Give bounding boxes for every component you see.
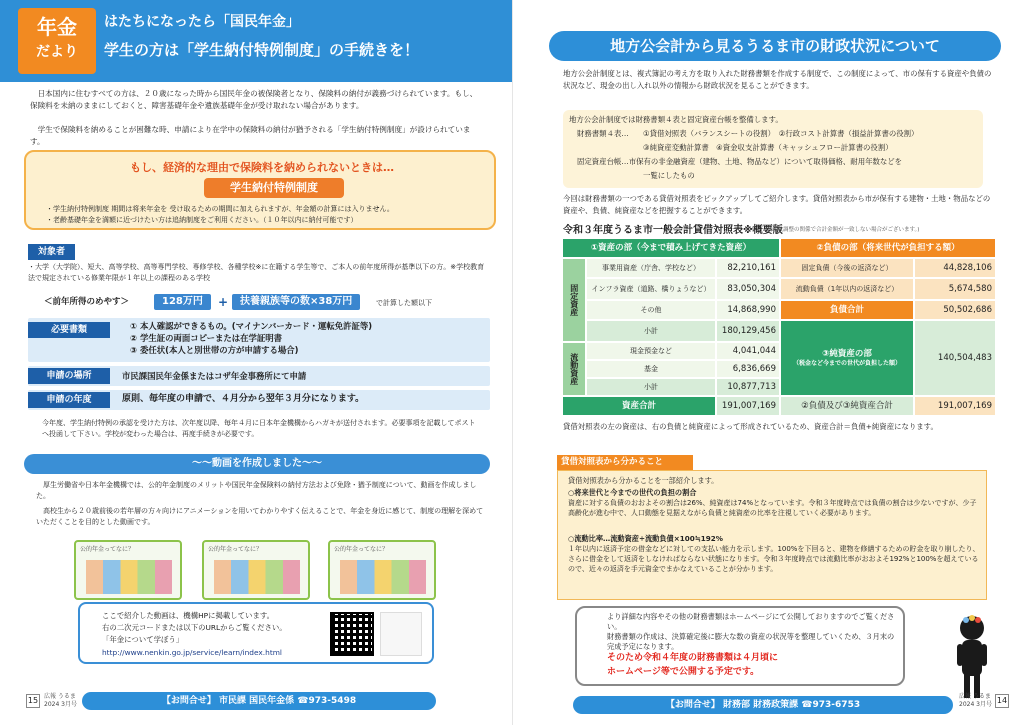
mascot-icon <box>380 612 422 656</box>
liability-row-value: 5,674,580 <box>915 279 995 299</box>
page-number: 15 <box>26 694 40 708</box>
cap-line-3: 固定資産台帳…市保有の非金融資産（建物、土地、物品など）について取得価格、耐用年数などを <box>577 157 903 166</box>
video-text-2: 高校生から２０歳前後の若年層の方々向けにアニメーションを用いてわかりやすく伝えることで、年金を身近に感じて、制度の理解を深めていただくことを目的とした動画です。 <box>36 507 484 526</box>
net-assets-value: 140,504,483 <box>915 321 995 395</box>
section-1-text: 資産に対する負債のおおよその割合は26%、純資産は74%となっています。令和３年度時点では負債の割合は少ないですが、少子高齢化が進む中で、人口動態を見据えながら負債と純資産の比率を注視していく必要があります。 <box>568 499 977 517</box>
section-lead: 貸借対照表から分かることを一部紹介します。 <box>568 476 719 485</box>
asset-row-value: 82,210,161 <box>717 259 779 277</box>
asset-subtotal-name: 小計 <box>587 321 715 341</box>
thumb-title: 公的年金ってなに？ <box>334 546 389 553</box>
liab-net-label: ②負債及び③純資産合計 <box>781 397 913 415</box>
info-line-1: より詳細な内容やその他の財務書類はホームページにて公開しておりますのでご覧ください。 <box>607 612 895 631</box>
net-assets-sub: （税金など今までの世代が負担した額） <box>792 359 901 367</box>
liability-total-label: 負債合計 <box>781 301 913 319</box>
headline-2: 学生の方は「学生納付特例制度」の手続きを！ <box>104 41 420 59</box>
info-line-2: 財務書類の作成は、決算確定後に膨大な数の資産の状況等を整理していくため、３月末の完成予定になります。 <box>607 632 895 651</box>
docs-label: 必要書類 <box>28 322 110 338</box>
income-amount: 128万円 <box>154 294 211 310</box>
callout-note-1: ・学生納付特例制度 期間は将来年金を 受け取るための期間に加えられますが、年金額の計算には入りません。 <box>46 205 394 213</box>
asset-row-value: 14,868,990 <box>717 301 779 319</box>
intro-paragraph-2: 学生で保険料を納めることが困難な時、申請により在学中の保険料の納付が猶予される「学生納付特例制度」が設けられています。 <box>30 125 471 146</box>
docs-item-1: ① 本人確認ができるもの。(マイナンバーカード・運転免許証等) <box>130 321 373 331</box>
liab-net-value: 191,007,169 <box>915 397 995 415</box>
year-label: 申請の年度 <box>28 392 110 408</box>
info-line-4: ホームページ等で公開する予定です。 <box>607 667 760 677</box>
video-thumb-1[interactable] <box>74 540 182 600</box>
thumb-illustration <box>214 560 300 594</box>
video-thumbnails <box>74 540 450 602</box>
asset-row-name: インフラ資産（道路、橋りょうなど） <box>587 279 715 299</box>
docs-item-2: ② 学生証の両面コピーまたは在学証明書 <box>130 333 283 343</box>
asset-total-value: 191,007,169 <box>717 397 779 415</box>
income-label: ＜前年所得のめやす＞ <box>44 297 130 307</box>
asset-row-name: 現金預金など <box>587 343 715 359</box>
section-2-title: ○流動比率…流動資産÷流動負債×100≒192% <box>568 534 723 543</box>
url-link[interactable]: http://www.nenkin.go.jp/service/learn/index.html <box>102 648 282 657</box>
liability-row-name: 固定負債（今後の返済など） <box>781 259 913 277</box>
fixed-asset-label: 固定資産 <box>563 259 585 341</box>
video-bar: ～～動画を作成しました～～ <box>24 454 490 474</box>
headline-1: はたちになったら「国民年金」 <box>104 14 300 30</box>
after-table-text: 貸借対照表の左の資産は、右の負債と純資産によって形成されているため、資産合計＝負債+純資産になります。 <box>563 422 938 431</box>
callout-note-2: ・老齢基礎年金を満額に近づけたい方は追納制度をご利用ください。（１０年以内に納付可能です） <box>46 216 358 224</box>
callout-pill: 学生納付特例制度 <box>204 178 344 198</box>
asset-row-value: 4,041,044 <box>717 343 779 359</box>
info-line-3: そのため令和４年度の財務書類は４月頃に <box>607 653 779 663</box>
asset-header: ①資産の部（今まで積み上げてきた資産） <box>563 239 779 257</box>
asset-total-label: 資産合計 <box>563 397 715 415</box>
section-tag: 貸借対照表から分かること <box>557 455 693 470</box>
section-1-title: ○将来世代と今までの世代の負担の割合 <box>568 488 697 497</box>
asset-row-name: その他 <box>587 301 715 319</box>
url-line-3: 「年金について学ぼう」 <box>102 635 184 644</box>
docs-item-3: ③ 委任状(本人と別世帯の方が申請する場合) <box>130 345 299 355</box>
asset-row-name: 事業用資産（庁舎、学校など） <box>587 259 715 277</box>
publication-name: 広報 うるま <box>959 693 991 700</box>
right-title: 地方公会計から見るうるま市の財政状況について <box>549 31 1001 61</box>
url-line-2: 右の二次元コードまたは以下のURLからご覧ください。 <box>102 623 287 632</box>
cap-line-4: 一覧にしたもの <box>643 171 695 180</box>
cap-line-2: ③純資産変動計算書 ④資金収支計算書（キャッシュフロー計算書の役割） <box>643 143 893 152</box>
liability-total-value: 50,502,686 <box>915 301 995 319</box>
badge-line2: だより <box>36 44 78 60</box>
publication-date: 2024 3月号 <box>44 701 77 708</box>
publication-name: 広報 うるま <box>44 693 76 700</box>
place-label: 申請の場所 <box>28 368 110 384</box>
balance-sheet-table <box>563 239 995 417</box>
plus-sign: + <box>218 295 229 309</box>
asset-row-name: 基金 <box>587 361 715 377</box>
nenkin-badge <box>18 8 96 74</box>
video-text-1: 厚生労働省や日本年金機構では、公的年金制度のメリットや国民年金保険料の納付方法および免除・猶予制度について、動画を作成しました。 <box>36 481 477 500</box>
mascot-icon <box>949 612 995 702</box>
orange-callout <box>24 150 496 230</box>
info-box <box>575 606 905 686</box>
video-thumb-2[interactable] <box>202 540 310 600</box>
qr-code-icon[interactable] <box>330 612 374 656</box>
publication-date: 2024 3月号 <box>959 701 992 708</box>
liability-row-value: 44,828,106 <box>915 259 995 277</box>
right-footer-contact: 【お問合せ】 財務部 財務政策課 ☎973-6753 <box>573 696 953 714</box>
asset-subtotal-name: 小計 <box>587 379 715 395</box>
url-line-1: ここで紹介した動画は、機構HPに掲載しています。 <box>102 611 275 620</box>
net-assets-title: ③純資産の部 <box>822 348 872 359</box>
cap-line-1b: ①貸借対照表（バランスシートの役割） ②行政コスト計算書（損益計算書の役割） <box>643 129 919 138</box>
pickup-text: 今回は財務書類の一つである貸借対照表をピックアップしてご紹介します。貸借対照表から市が保有する建物・土地・物品などの資産や、負債、純資産などを把握することができます。 <box>563 194 991 215</box>
section-box <box>557 470 987 600</box>
video-thumb-3[interactable] <box>328 540 436 600</box>
right-intro: 地方公会計制度とは、複式簿記の考え方を取り入れた財務書類を作成する制度で、この制度によって、市の保有する資産や負債の状況など、現金の出し入れ以外の情報から財政状況を見ることができます。 <box>563 69 992 90</box>
callout-title: もし、経済的な理由で保険料を納められないときは… <box>130 161 394 174</box>
place-text: 市民課国民年金係またはコザ年金事務所にて申請 <box>122 371 307 381</box>
table-note: 単位:千円(端数調整の関係で合計金額が一致しない場合がございます。) <box>746 227 920 233</box>
income-tail: で計算した額以下 <box>376 299 432 307</box>
cap-line-1: 財務書類４表… <box>577 129 629 138</box>
liability-header: ②負債の部（将来世代が負担する額） <box>781 239 995 257</box>
thumb-title: 公的年金ってなに？ <box>208 546 263 553</box>
asset-subtotal-value: 180,129,456 <box>717 321 779 341</box>
current-asset-label: 流動資産 <box>563 343 585 395</box>
target-label: 対象者 <box>28 244 75 260</box>
liability-row-name: 流動負債（1年以内の返済など） <box>781 279 913 299</box>
badge-line1: 年金 <box>37 15 77 39</box>
asset-subtotal-value: 10,877,713 <box>717 379 779 395</box>
section-2-text: １年以内に返済予定の借金などに対しての支払い能力を示します。100%を下回ると、建物を修繕するための貯金を取り崩したり、さらに借金をして返済をしなければならない状態になります。令和３年度時点では流動比率がおおよそ192%と100%を超えているので、近々の返済を手元資金でまかなえていることが分かります。 <box>568 545 980 573</box>
thumb-illustration <box>86 560 172 594</box>
table-title: 令和３年度うるま市一般会計貸借対照表※概要版 <box>563 225 783 236</box>
target-text: ・大学（大学院）、短大、高等学校、高等専門学校、専修学校、各種学校※に在籍する学生等で、ご本人の前年度所得が基準以下の方。※学校教育法で規定されている修業年限が１年以上の課程のある学校 <box>28 263 485 282</box>
income-dependents: 扶養親族等の数×38万円 <box>232 294 360 310</box>
after-text: 今年度、学生納付特例の承認を受けた方は、次年度以降、毎年４月に日本年金機構からハガキが送付されます。必要事項を記載してポストへ投函して下さい。学校が変わった場合は、再度手続きが必要です。 <box>42 419 476 438</box>
page-number: 14 <box>995 694 1009 708</box>
thumb-illustration <box>340 560 426 594</box>
url-box <box>78 602 434 664</box>
intro-paragraph-1: 日本国内に住むすべての方は、２０歳になった時から国民年金の被保険者となり、保険料の納付が義務づけられています。もし、保険料を未納のままにしておくと、障害基礎年金や遺族基礎年金が受け取れない場合があります。 <box>30 89 478 110</box>
right-page <box>512 0 1024 725</box>
thumb-title: 公的年金ってなに？ <box>80 546 135 553</box>
cap-lead: 地方公会計制度では財務書類４表と固定資産台帳を整備します。 <box>569 115 783 124</box>
asset-row-value: 83,050,304 <box>717 279 779 299</box>
cap-box <box>563 110 983 188</box>
year-text: 原則、毎年度の申請で、４月分から翌年３月分になります。 <box>122 394 365 404</box>
net-assets-cell <box>781 321 913 395</box>
left-footer-contact: 【お問合せ】 市民課 国民年金係 ☎973-5498 <box>82 692 436 710</box>
asset-row-value: 6,836,669 <box>717 361 779 377</box>
